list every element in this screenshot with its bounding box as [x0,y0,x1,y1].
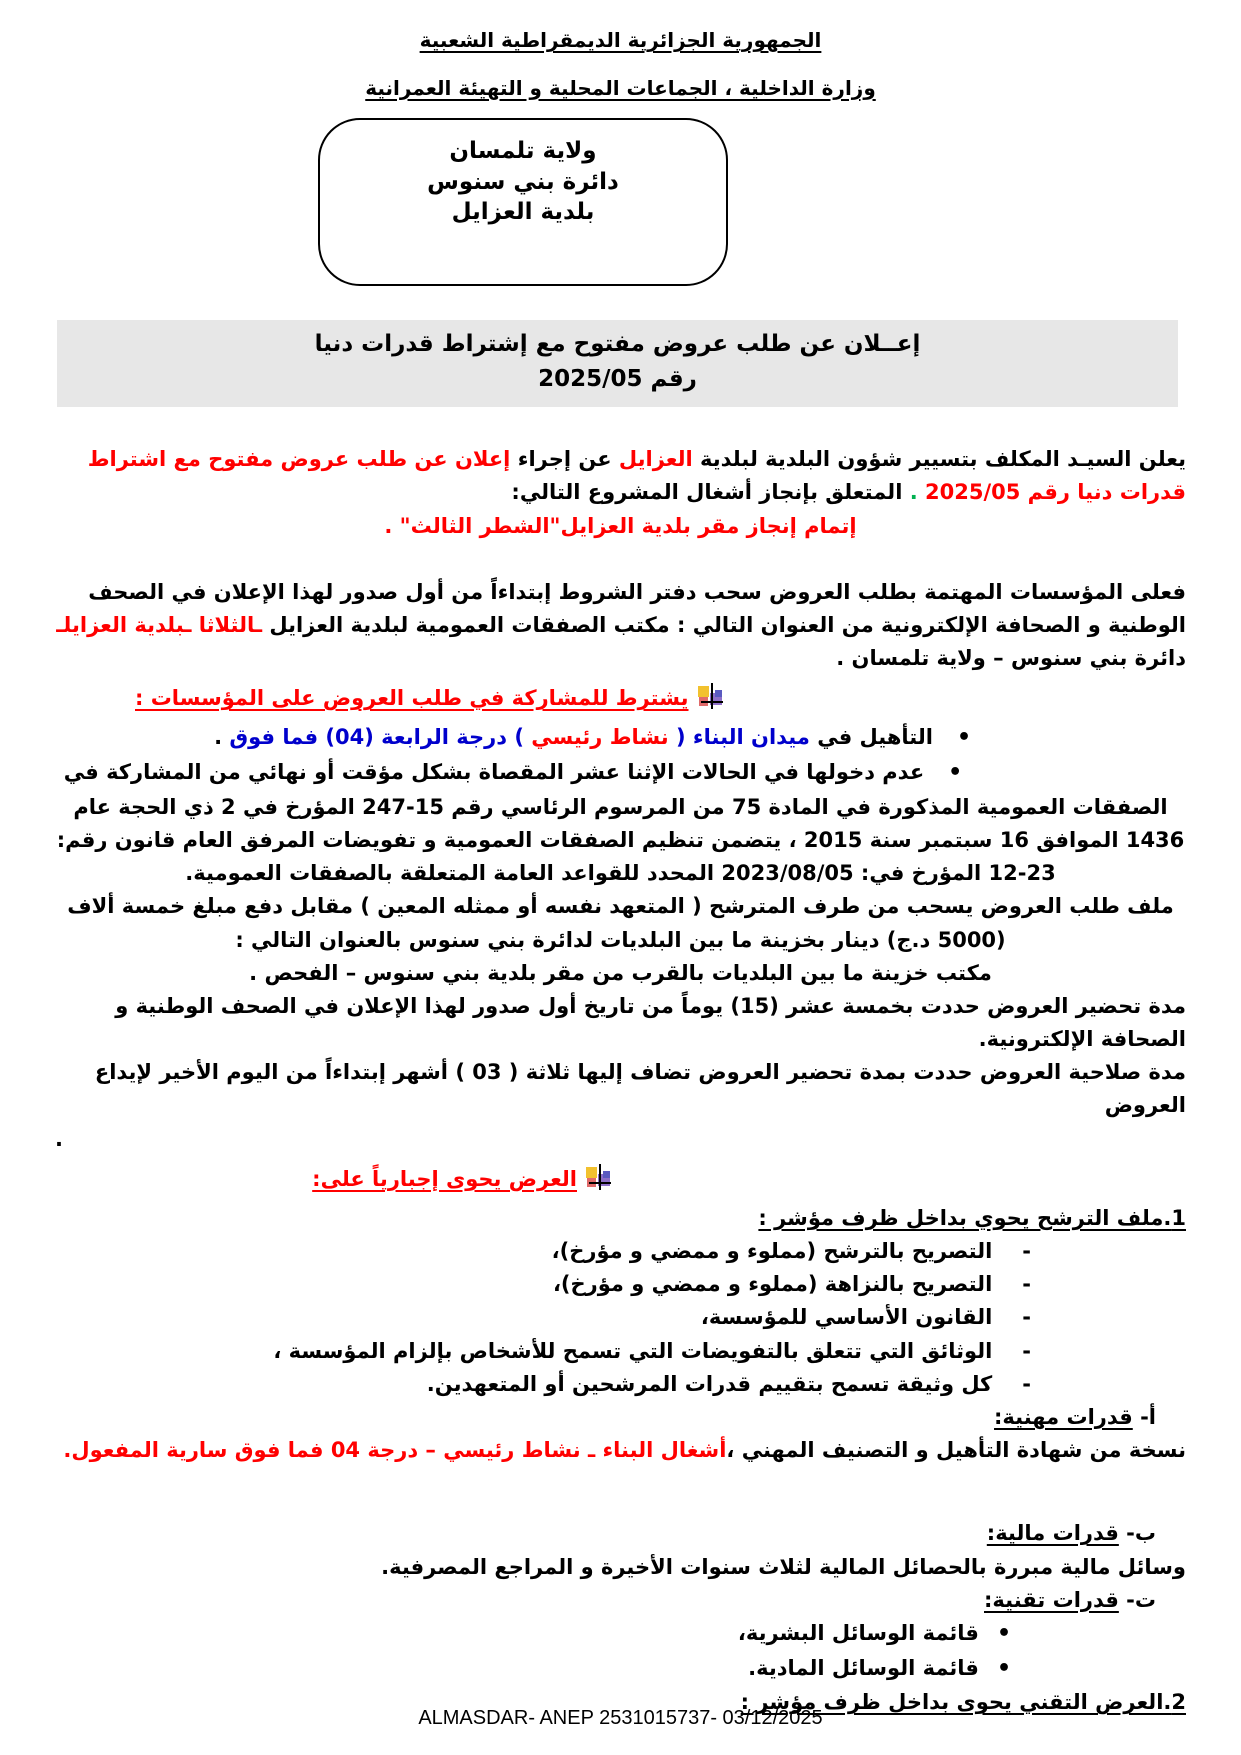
file-withdrawal-paragraph: ملف طلب العروض يسحب من طرف المترشح ( المتعهد نفسه أو ممثله المعين ) مقابل دفع مبلغ خمسة ألاف (5000 د.ج) دينار بخزينة ما بين البلديات لدائرة بني سنوس بالعنوان التالي : [67,894,1174,952]
intro-text: عن إجراء [510,447,619,472]
bullet-icon: • [956,725,971,751]
dash-item [55,1235,1186,1268]
dash-item-text: التصريح بالترشح (مملوء و ممضي و مؤرخ)، [551,1239,993,1264]
dash-item-text: التصريح بالنزاهة (مملوء و ممضي و مؤرخ)، [552,1272,993,1297]
tech-item-text: قائمة الوسائل المادية. [748,1655,979,1680]
publication-footer: ALMASDAR- ANEP 2531015737- 03/12/2025 [418,1707,823,1730]
treasury-office-line: مكتب خزينة ما بين البلديات بالقرب من مقر بلدية بني سنوس – الفحص . [249,960,992,985]
candidacy-file-subheading: 1.ملف الترشح يحوي بداخل ظرف مؤشر : [758,1205,1186,1230]
dash-icon: - [1022,1239,1031,1264]
intro-announcement-red: إعلان عن طلب عروض مفتوح مع اشتراط قدرات دنيا رقم 2025/05 [87,447,1186,505]
fin-label: ب- [1118,1521,1156,1546]
offer-section-heading [55,1162,1186,1202]
condition2-text: عدم دخولها في الحالات الإثنا عشر المقصاة بشكل مؤقت أو نهائي من المشاركة في الصفقات العمومية المذكورة في المادة 75 من المرسوم الرئاسي رقم 15-247 المؤرخ في 2 ذي الحجة عام 1436 الموافق 16 سبتمبر سنة 2015 ، يتضمن تنظيم الصفقات العمومية و تفويضات المرفق العام قانون رقم: 23-12 المؤرخ في: 2023/08/05 المحدد للقواعد العامة المتعلقة بالصفقات العمومية. [56,760,1185,886]
conditions-section-heading [135,681,1186,721]
prof-title: قدرات مهنية: [994,1404,1133,1429]
dash-item [55,1268,1186,1301]
preparation-period-paragraph: مدة تحضير العروض حددت بخمسة عشر (15) يوماً من تاريخ أول صدور لهذا الإعلان في الصحف الوطنية و الصحافة الإلكترونية. [115,993,1186,1052]
condition1-red: نشاط رئيسي [531,725,669,750]
prof-text-red: أشغال البناء ـ نشاط رئيسي – درجة 04 فما فوق سارية المفعول. [63,1438,727,1463]
offer-heading-text: العرض يحوى إجبارياً على: [312,1166,577,1191]
tech-bullet-item [55,1652,1186,1687]
dash-icon: - [1022,1305,1031,1330]
dash-item [55,1368,1186,1401]
bullet-icon: • [996,1620,1011,1646]
condition1-black: . [214,725,230,750]
withdraw-text: فعلى المؤسسات المهتمة بطلب العروض سحب دفتر الشروط إبتداءاً من أول صدور لهذا الإعلان في الصحف الوطنية و الصحافة الإلكترونية من العنوان التالي : مكتب الصفقات العمومية لبلدية العزايل [88,579,1186,637]
dash-icon: - [1022,1371,1031,1396]
dash-icon: - [1022,1338,1031,1363]
condition1-black: التأهيل في [809,725,933,750]
tech-item-text: قائمة الوسائل البشرية، [737,1620,979,1645]
authority-box [318,118,728,286]
withdraw-paragraph [55,576,1186,676]
tech-label: ت- [1118,1587,1156,1612]
republic-header: الجمهورية الجزائرية الديمقراطية الشعبية [419,28,822,52]
placeholder-image-icon [585,1162,611,1202]
financial-capacities-text: وسائل مالية مبررة بالحصائل المالية لثلاث سنوات الأخيرة و المراجع المصرفية. [381,1554,1186,1579]
ministry-header: وزارة الداخلية ، الجماعات المحلية و التهيئة العمرانية [365,75,876,100]
orphan-period: . [55,1126,63,1151]
condition1-blue: ميدان البناء ( [668,725,810,750]
project-title: إتمام إنجاز مقر بلدية العزايل"الشطر الثالث" . [384,513,857,538]
intro-paragraph [55,443,1186,509]
bullet-icon: • [996,1655,1011,1681]
bullet-icon: • [948,760,963,786]
intro-commune-red: العزايل [618,447,693,472]
professional-capacities-heading [55,1401,1156,1434]
dash-item [55,1301,1186,1334]
condition-item-qualification [55,721,1186,756]
banner-title: إعــلان عن طلب عروض مفتوح مع إشتراط قدرات دنيا [314,331,921,358]
wilaya-line: ولاية تلمسان [449,138,597,165]
financial-capacities-heading [55,1517,1156,1550]
technical-capacities-heading [55,1584,1156,1617]
commune-line: بلدية العزايل [451,198,595,225]
dash-item-text: الوثائق التي تتعلق بالتفويضات التي تسمح للأشخاص بإلزام المؤسسة ، [273,1338,993,1363]
conditions-heading-text: يشترط للمشاركة في طلب العروض على المؤسسات : [135,686,689,711]
dash-icon: - [1022,1272,1031,1297]
dash-item [55,1335,1186,1368]
dash-item-text: القانون الأساسي للمؤسسة، [700,1305,993,1330]
tech-bullet-item [55,1617,1186,1652]
daira-line: دائرة بني سنوس [427,168,619,195]
announcement-banner [57,320,1178,407]
withdraw-text: دائرة بني سنوس – ولاية تلمسان . [836,646,1186,671]
dash-item-text: كل وثيقة تسمح بتقييم قدرات المرشحين أو المتعهدين. [426,1371,993,1396]
green-period: . [902,480,926,505]
professional-capacities-text [55,1434,1186,1467]
fin-title: قدرات مالية: [986,1521,1119,1546]
intro-text: المتعلق بإنجاز أشغال المشروع التالي: [511,480,903,505]
technical-offer-subheading: 2.العرض التقني يحوى بداخل ظرف مؤشر : [740,1690,1186,1715]
condition1-blue: ) درجة الرابعة (04) فما فوق [229,725,532,750]
banner-number: رقم 2025/05 [538,365,697,392]
intro-text: يعلن السيـد المكلف بتسيير شؤون البلدية لبلدية [692,447,1186,472]
validity-period-paragraph: مدة صلاحية العروض حددت بمدة تحضير العروض تضاف إليها ثلاثة ( 03 ) أشهر إبتداءاً من اليوم الأخير لإيداع العروض [94,1060,1186,1118]
placeholder-image-icon [697,681,723,721]
condition-item-exclusion [55,756,1186,890]
withdraw-address-red: ـالثلاثا ـبلدية العزايلـ [56,612,263,637]
tech-title: قدرات تقنية: [984,1587,1119,1612]
prof-label: أ- [1132,1404,1156,1429]
prof-text-black: نسخة من شهادة التأهيل و التصنيف المهني ، [726,1438,1186,1463]
